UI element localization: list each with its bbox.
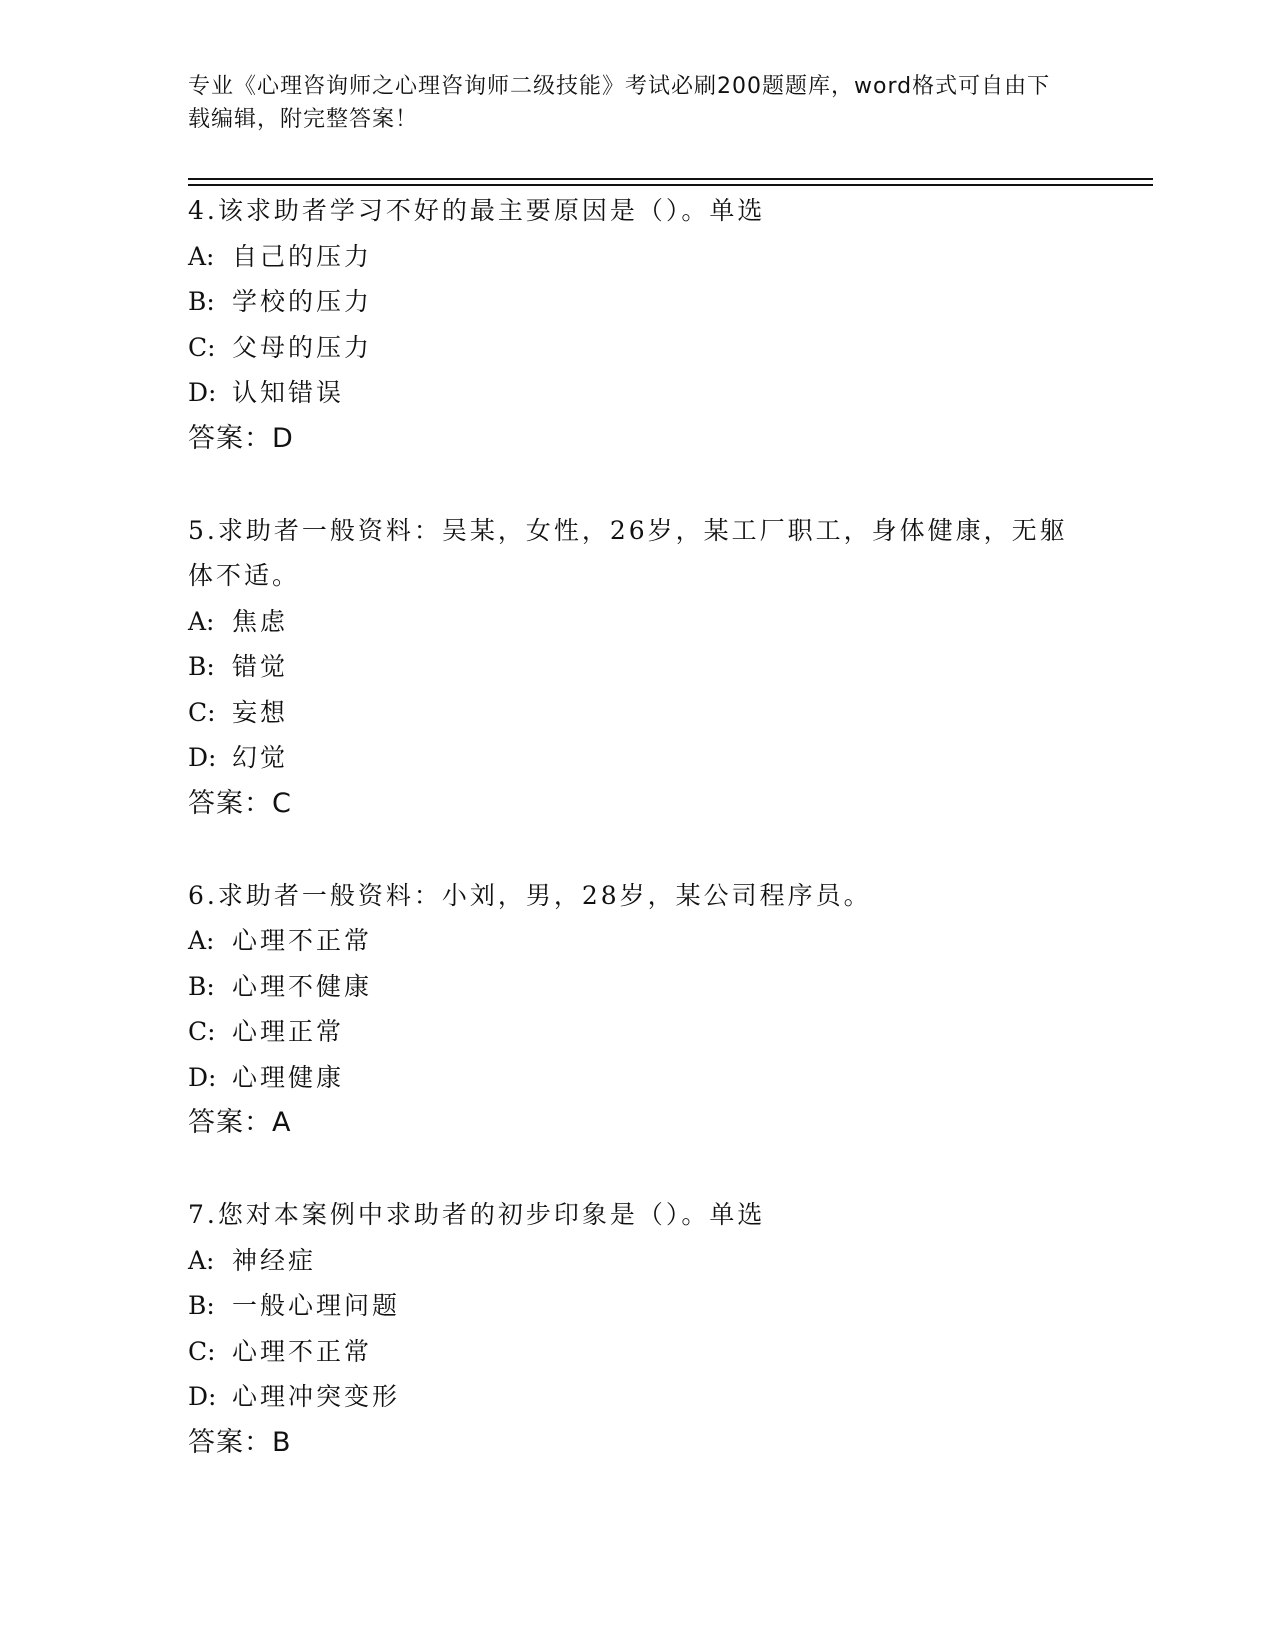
document-header: 专业《心理咨询师之心理咨询师二级技能》考试必刷200题题库，word格式可自由下载编辑，附完整答案！ (188, 74, 1051, 132)
option-letter: B: (188, 652, 215, 681)
option-letter: C: (188, 1017, 216, 1046)
option-b (188, 964, 1088, 1010)
question-stem: 4.该求助者学习不好的最主要原因是（）。单选 (188, 196, 766, 225)
question-5 (188, 508, 1088, 827)
option-letter: C: (188, 332, 216, 362)
option-d (188, 370, 1088, 416)
option-text: 心理不正常 (232, 1336, 373, 1366)
answer-line: 答案：B (188, 1426, 292, 1458)
option-text: 神经症 (232, 1245, 317, 1275)
option-text: 心理冲突变形 (232, 1382, 401, 1411)
option-letter: B: (188, 971, 215, 1001)
option-text: 一般心理问题 (232, 1291, 401, 1320)
option-text: 错觉 (232, 652, 289, 681)
question-stem: 7.您对本案例中求助者的初步印象是（）。单选 (188, 1200, 766, 1229)
option-a (188, 1238, 1088, 1284)
option-b (188, 279, 1088, 325)
header-divider-bottom (188, 184, 1153, 186)
option-text: 焦虑 (232, 606, 289, 636)
option-letter: D: (188, 1062, 217, 1092)
option-c (188, 690, 1088, 736)
header-divider-top (188, 178, 1153, 180)
option-text: 心理健康 (232, 1062, 345, 1092)
question-stem: 6.求助者一般资料：小刘，男，28岁，某公司程序员。 (188, 880, 872, 910)
question-6 (188, 873, 1088, 1147)
option-a (188, 234, 1088, 280)
option-text: 心理不正常 (232, 926, 373, 955)
option-letter: C: (188, 1336, 216, 1366)
question-7 (188, 1192, 1088, 1466)
option-text: 妄想 (232, 697, 289, 727)
option-text: 父母的压力 (232, 332, 373, 362)
option-letter: A: (188, 606, 215, 636)
option-letter: B: (188, 287, 215, 316)
option-b (188, 1283, 1088, 1329)
option-letter: D: (188, 1382, 217, 1411)
option-letter: A: (188, 926, 215, 955)
option-letter: D: (188, 743, 217, 772)
option-letter: A: (188, 241, 215, 271)
option-b (188, 644, 1088, 690)
question-list (188, 188, 1088, 1512)
answer-line: 答案：D (188, 422, 294, 454)
option-d (188, 735, 1088, 781)
option-text: 认知错误 (232, 378, 345, 407)
option-letter: C: (188, 697, 216, 727)
option-a (188, 599, 1088, 645)
option-c (188, 1009, 1088, 1055)
question-stem: 5.求助者一般资料：吴某，女性，26岁，某工厂职工，身体健康，无躯体不适。 (188, 515, 1068, 590)
option-c (188, 1329, 1088, 1375)
option-d (188, 1374, 1088, 1420)
answer-line: 答案：C (188, 787, 292, 819)
option-letter: A: (188, 1245, 215, 1275)
option-text: 学校的压力 (232, 287, 373, 316)
option-c (188, 325, 1088, 371)
option-a (188, 918, 1088, 964)
option-text: 自己的压力 (232, 241, 373, 271)
option-text: 幻觉 (232, 743, 289, 772)
option-d (188, 1055, 1088, 1101)
answer-line: 答案：A (188, 1107, 292, 1138)
option-text: 心理正常 (232, 1017, 345, 1046)
option-text: 心理不健康 (232, 971, 373, 1001)
option-letter: D: (188, 378, 217, 407)
question-4 (188, 188, 1088, 462)
option-letter: B: (188, 1291, 215, 1320)
